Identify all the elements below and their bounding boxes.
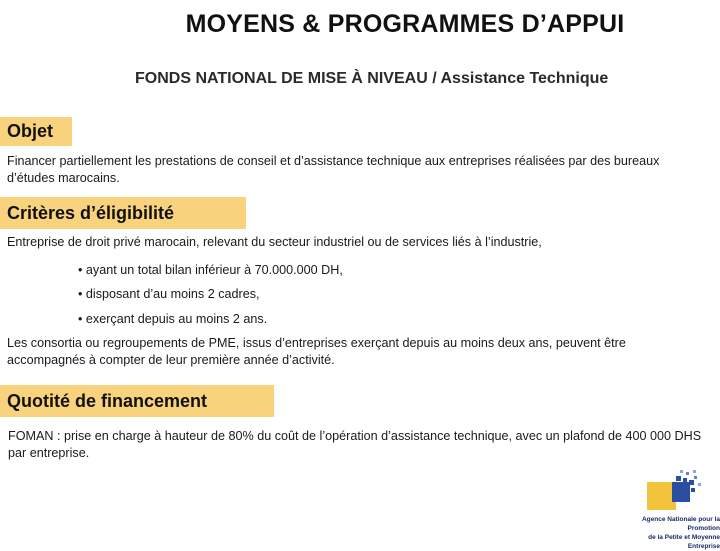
- criteres-bullet: • disposant d’au moins 2 cadres,: [78, 287, 260, 301]
- section-label-objet: Objet: [0, 117, 72, 146]
- quotite-text: FOMAN : prise en charge à hauteur de 80% du coût de l’opération d’assistance technique, avec un plafond de 400 000 DHS par entreprise.: [8, 429, 702, 460]
- criteres-bullet: • exerçant depuis au moins 2 ans.: [78, 312, 268, 326]
- page-title: MOYENS & PROGRAMMES D’APPUI: [185, 10, 625, 38]
- page-subtitle: FONDS NATIONAL DE MISE À NIVEAU / Assistance Technique: [135, 70, 609, 87]
- criteres-bullet: • ayant un total bilan inférieur à 70.000.000 DH,: [78, 263, 343, 277]
- objet-text: Financer partiellement les prestations de conseil et d’assistance technique aux entreprises réalisées par des bureaux d’études marocains.: [7, 154, 660, 185]
- section-label-quotite: Quotité de financement: [0, 385, 274, 417]
- agency-logo-text: Agence Nationale pour la Promotion de la Petite et Moyenne Entreprise: [641, 516, 720, 550]
- consortia-text: Les consortia ou regroupements de PME, issus d’entreprises exerçant depuis au moins deux ans, peuvent être accompagnés à compter de leur première année d’activité.: [7, 336, 626, 367]
- criteres-intro: Entreprise de droit privé marocain, relevant du secteur industriel ou de services liés à l’industrie,: [7, 235, 542, 249]
- section-label-criteres: Critères d’éligibilité: [0, 197, 246, 229]
